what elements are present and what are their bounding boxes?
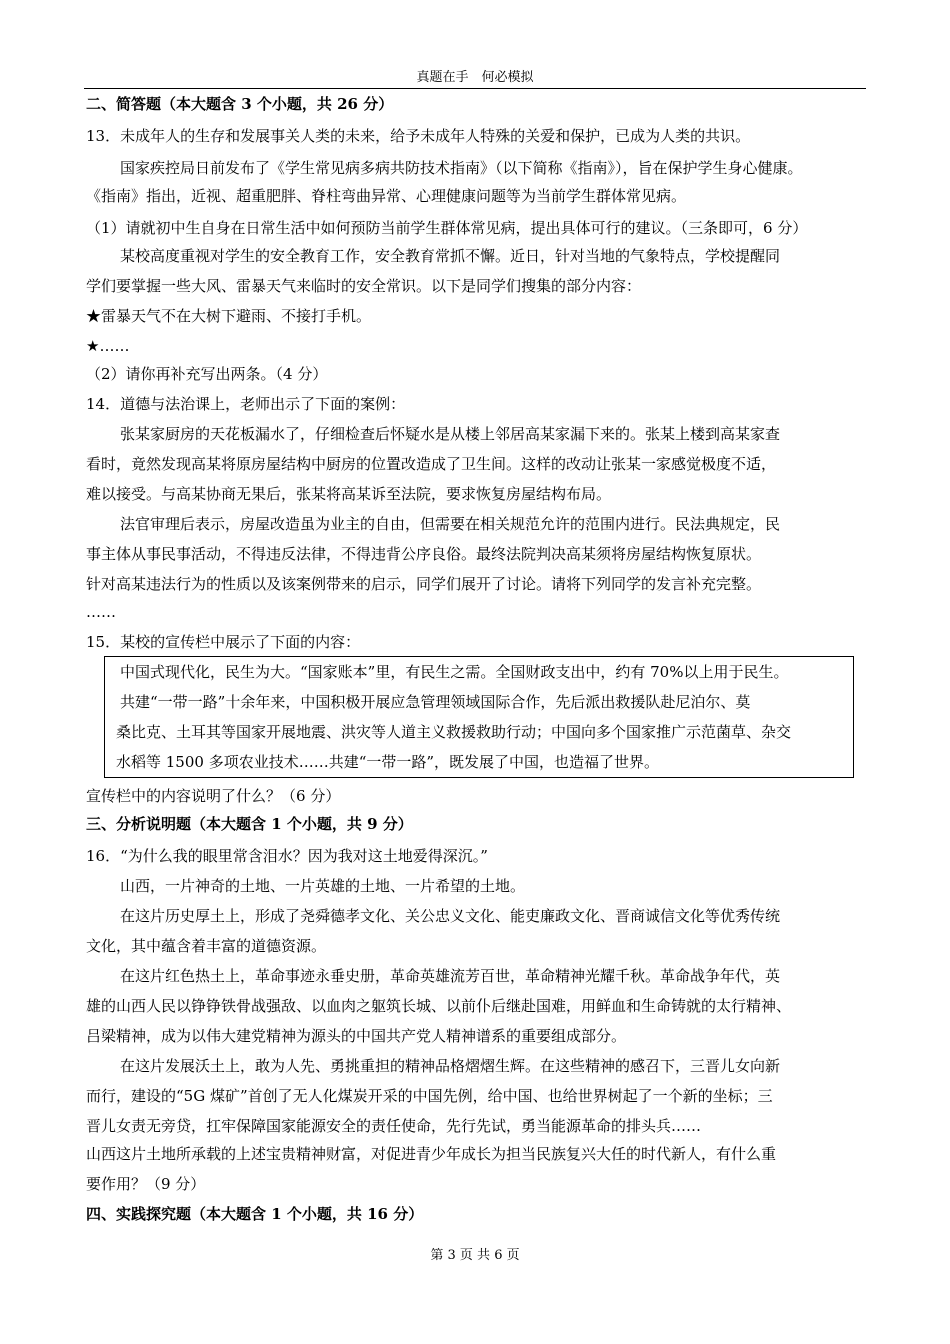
bulletin-line: 桑比克、土耳其等国家开展地震、洪灾等人道主义救援救助行动；中国向多个国家推广示范菌草、杂交: [116, 723, 792, 741]
paragraph-line: 学们要掌握一些大风、雷暴天气来临时的安全常识。以下是同学们搜集的部分内容：: [86, 277, 642, 295]
paragraph-line: 看时，竟然发现高某将原房屋结构中厨房的位置改造成了卫生间。这样的改动让张某一家感觉极度不适，: [86, 455, 777, 473]
question-16-stem: 16．“为什么我的眼里常含泪水？因为我对这土地爱得深沉。”: [86, 847, 488, 865]
paragraph-line: 而行，建设的“5G 煤矿”首创了无人化煤炭开采的中国先例，给中国、也给世界树起了一个新的坐标；三: [86, 1087, 773, 1105]
section-title: 二、简答题（本大题含 3 个小题，共 26 分）: [86, 95, 394, 113]
header-divider: [84, 88, 866, 89]
paragraph-line: 法官审理后表示，房屋改造虽为业主的自由，但需要在相关规范允许的范围内进行。民法典规定，民: [120, 515, 781, 533]
question-15-stem: 15．某校的宣传栏中展示了下面的内容：: [86, 633, 361, 651]
bullet-item: ★雷暴天气不在大树下避雨、不接打手机。: [86, 307, 372, 325]
bulletin-line: 共建“一带一路”十余年来，中国积极开展应急管理领域国际合作，先后派出救援队赴尼泊尔、莫: [120, 693, 751, 711]
paragraph-line: 在这片历史厚土上，形成了尧舜德孝文化、关公忠义文化、能吏廉政文化、晋商诚信文化等优秀传统: [120, 907, 781, 925]
question-16-prompt: 要作用？（9 分）: [86, 1175, 206, 1193]
paragraph-line: 国家疾控局日前发布了《学生常见病多病共防技术指南》（以下简称《指南》），旨在保护学生身心健康。: [120, 159, 803, 177]
sub-question: （2）请你再补充写出两条。（4 分）: [86, 365, 328, 383]
ellipsis-line: ……: [86, 603, 116, 621]
question-16-prompt: 山西这片土地所承载的上述宝贵精神财富，对促进青少年成长为担当民族复兴大任的时代新人，有什么重: [86, 1145, 777, 1163]
paragraph-line: 针对高某违法行为的性质以及该案例带来的启示，同学们展开了讨论。请将下列同学的发言补充完整。: [86, 575, 762, 593]
section-title: 四、实践探究题（本大题含 1 个小题，共 16 分）: [86, 1205, 424, 1223]
paragraph-line: 在这片发展沃土上，敢为人先、勇挑重担的精神品格熠熠生辉。在这些精神的感召下，三晋儿女向新: [120, 1057, 781, 1075]
paragraph-line: 吕梁精神，成为以伟大建党精神为源头的中国共产党人精神谱系的重要组成部分。: [86, 1027, 627, 1045]
page-footer: 第 3 页 共 6 页: [430, 1248, 520, 1263]
question-15-prompt: 宣传栏中的内容说明了什么？（6 分）: [86, 787, 341, 805]
paragraph-line: 在这片红色热土上，革命事迹永垂史册，革命英雄流芳百世，革命精神光耀千秋。革命战争年代，英: [120, 967, 781, 985]
question-14-stem: 14．道德与法治课上，老师出示了下面的案例：: [86, 395, 406, 413]
paragraph-line: 事主体从事民事活动，不得违反法律，不得违背公序良俗。最终法院判决高某须将房屋结构恢复原状。: [86, 545, 762, 563]
paragraph-line: 某校高度重视对学生的安全教育工作，安全教育常抓不懈。近日，针对当地的气象特点，学校提醒同: [120, 247, 781, 265]
paragraph-line: 《指南》指出，近视、超重肥胖、脊柱弯曲异常、心理健康问题等为当前学生群体常见病。: [86, 187, 687, 205]
paragraph-line: 山西，一片神奇的土地、一片英雄的土地、一片希望的土地。: [120, 877, 526, 895]
paragraph-line: 雄的山西人民以铮铮铁骨战强敌、以血肉之躯筑长城、以前仆后继赴国难，用鲜血和生命铸就的太行精神、: [86, 997, 792, 1015]
paragraph-line: 晋儿女责无旁贷，扛牢保障国家能源安全的责任使命，先行先试，勇当能源革命的排头兵……: [86, 1117, 702, 1135]
question-13-stem: 13．未成年人的生存和发展事关人类的未来，给予未成年人特殊的关爱和保护，已成为人类的共识。: [86, 127, 751, 145]
bullet-item: ★……: [86, 337, 130, 355]
paragraph-line: 难以接受。与高某协商无果后，张某将高某诉至法院，要求恢复房屋结构布局。: [86, 485, 612, 503]
bulletin-line: 水稻等 1500 多项农业技术……共建“一带一路”，既发展了中国，也造福了世界。: [116, 753, 660, 771]
bulletin-line: 中国式现代化，民生为大。“国家账本”里，有民生之需。全国财政支出中，约有 70%以上用于民生。: [120, 663, 789, 681]
paragraph-line: 文化，其中蕴含着丰富的道德资源。: [86, 937, 327, 955]
paragraph-line: 张某家厨房的天花板漏水了，仔细检查后怀疑水是从楼上邻居高某家漏下来的。张某上楼到高某家查: [120, 425, 781, 443]
page-header: 真题在手 何必模拟: [416, 70, 534, 85]
sub-question: （1）请就初中生自身在日常生活中如何预防当前学生群体常见病，提出具体可行的建议。（三条即可，6 分）: [86, 219, 808, 237]
section-title: 三、分析说明题（本大题含 1 个小题，共 9 分）: [86, 815, 413, 833]
